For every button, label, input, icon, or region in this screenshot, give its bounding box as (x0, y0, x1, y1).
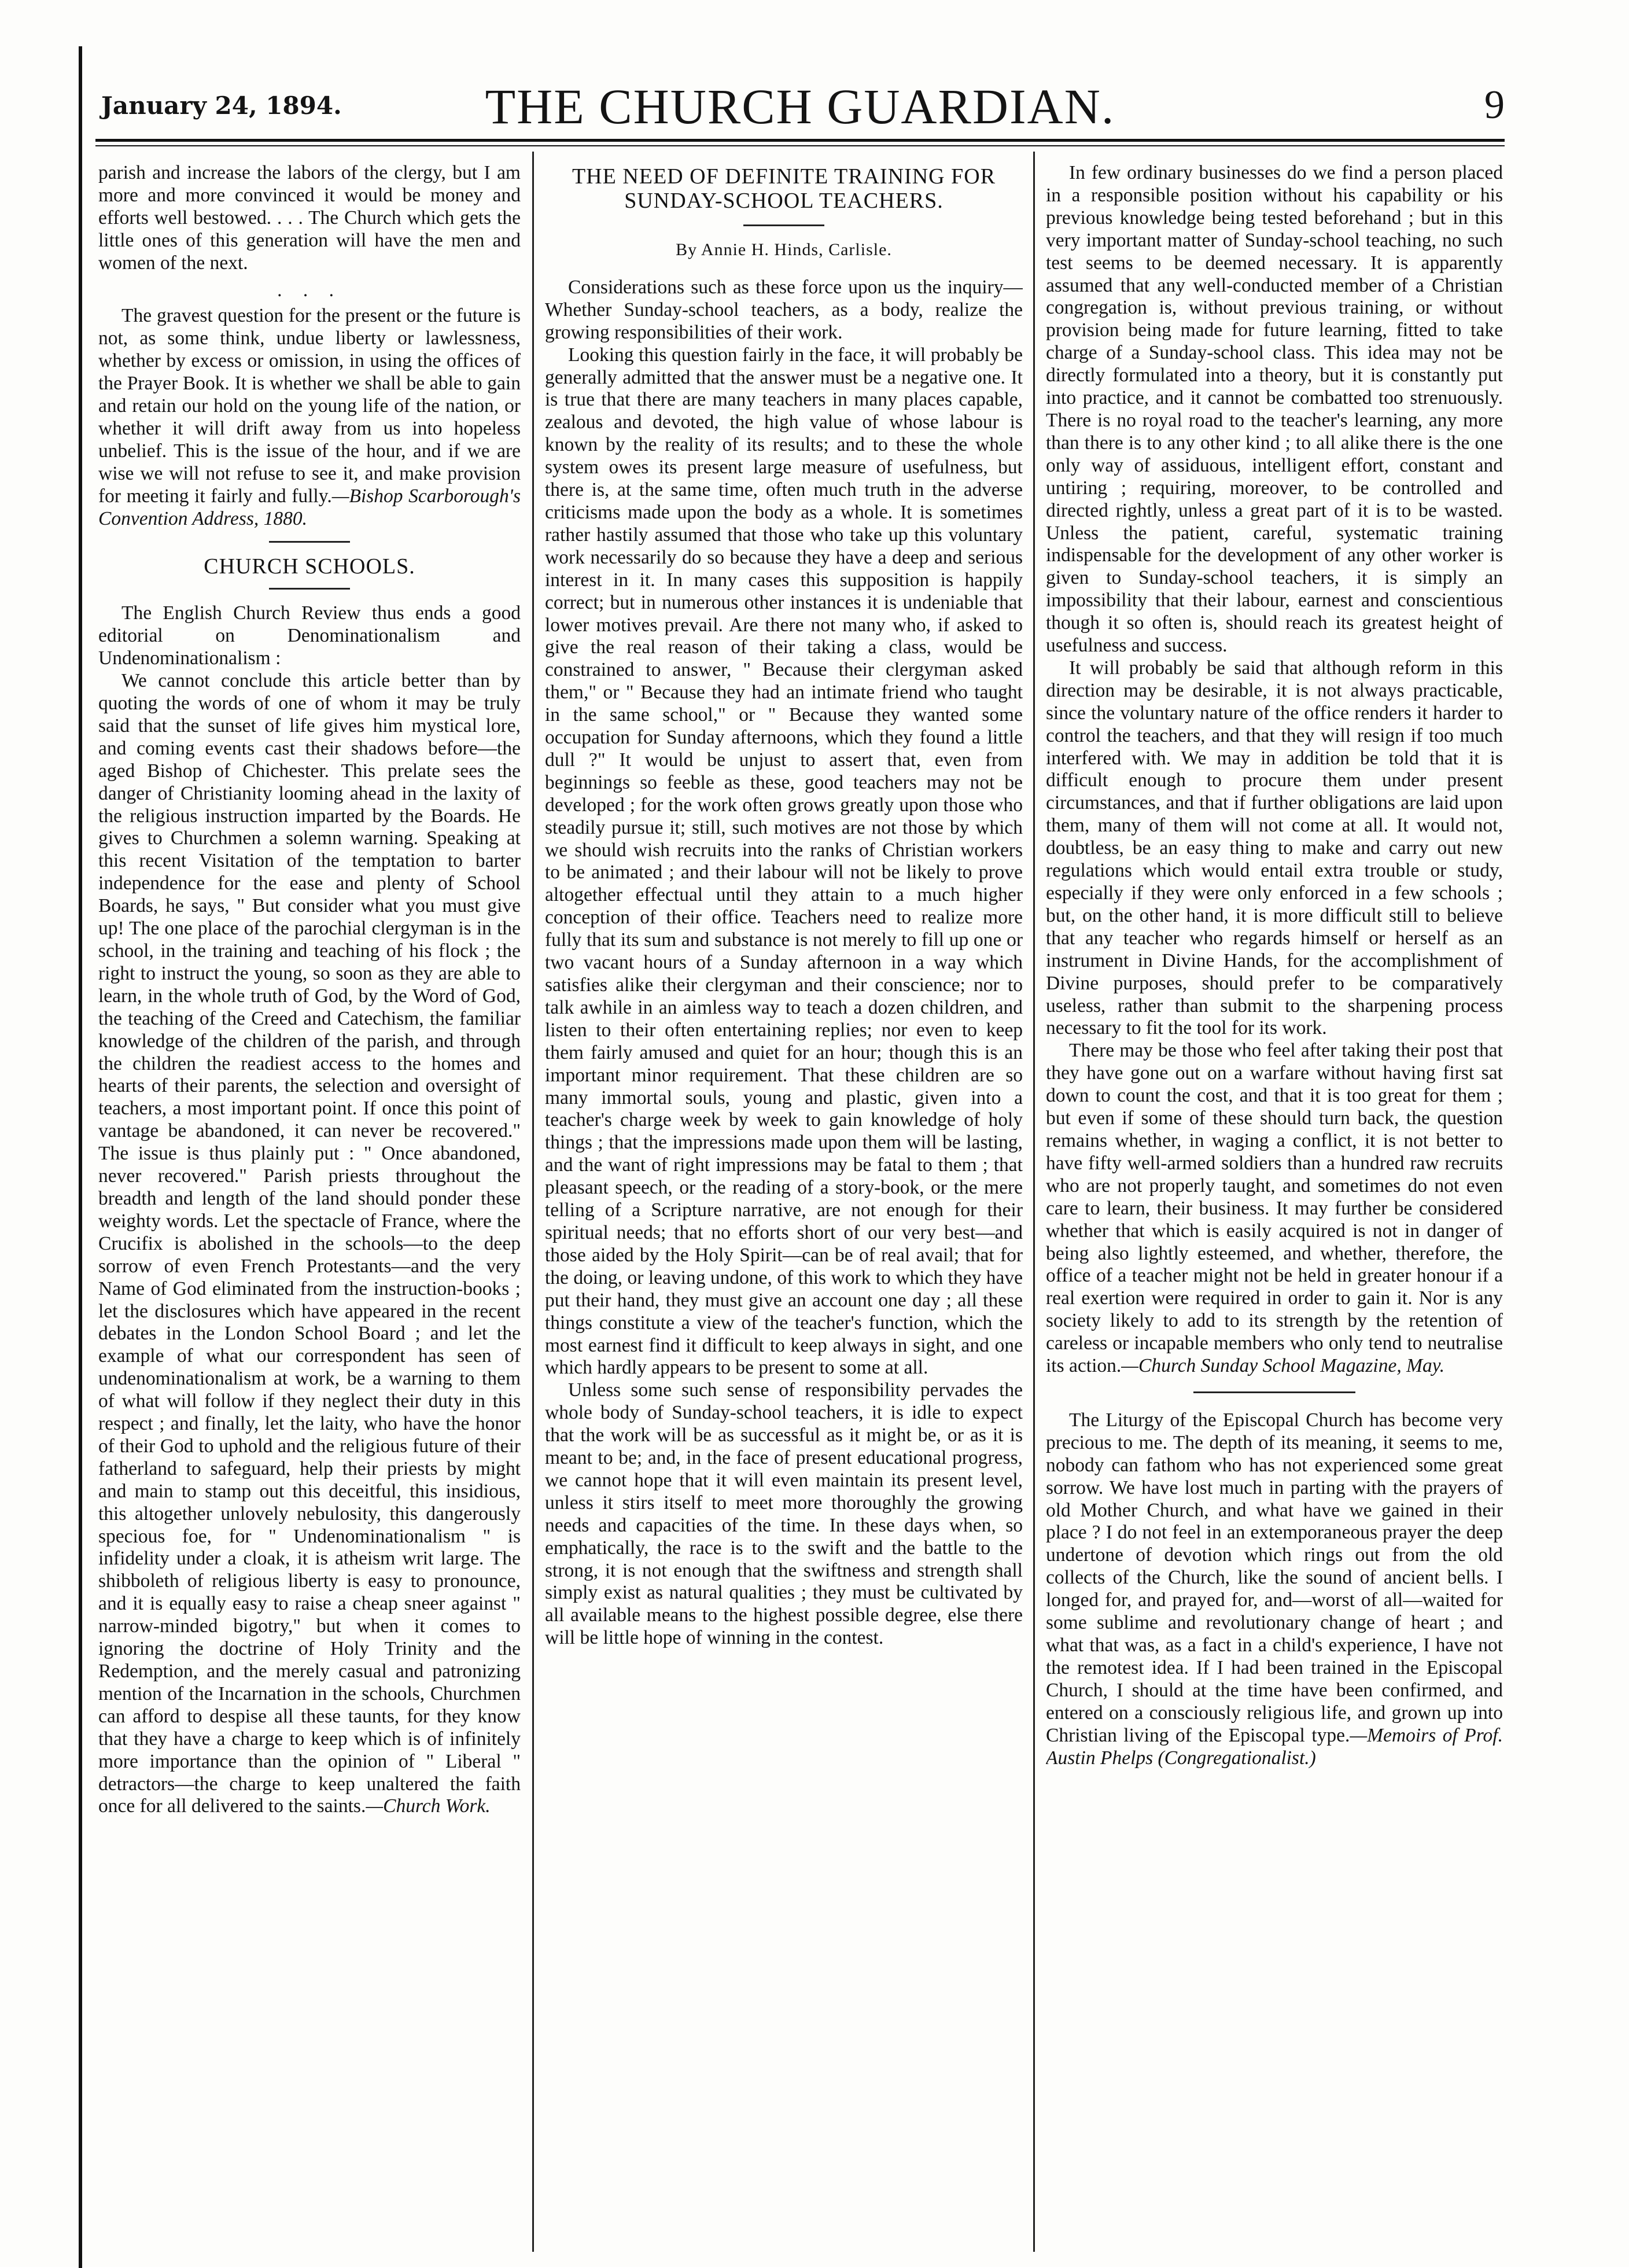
paragraph: There may be those who feel after taking their post that they have gone out on a warfare without having first sat down to count the cost, and that it is too great for them ; but even if some of these should turn back, the question remains whether, in waging a conflict, it is not better to have fifty well-armed soldiers than a hundred raw recruits who are not properly taught, and sometimes do not even care to learn, their business. It may further be considered whether that which is easily acquired is not in danger of being also lightly esteemed, and whether, therefore, the office of a teacher might not be held in greater honour if a real exertion were required in order to gain it. Nor is any society likely to add to its strength by the retention of careless or incapable members who only tend to neutralise its action.—Church Sunday School Magazine, May. (1046, 1040, 1503, 1377)
page-number: 9 (1484, 83, 1505, 127)
header-rule (95, 139, 1505, 146)
divider (269, 541, 350, 543)
paragraph: Considerations such as these force upon us the inquiry—Whether Sunday-school teachers, as a body, realize the growing responsibilities of their work. (545, 276, 1023, 343)
divider (1193, 1391, 1355, 1393)
paragraph: The English Church Review thus ends a good editorial on Denominationalism and Undenominationalism : (98, 602, 521, 669)
masthead-title: THE CHURCH GUARDIAN. (485, 79, 1115, 134)
article-title: THE NEED OF DEFINITE TRAINING FOR SUNDAY-SCHOOL TEACHERS. (572, 164, 996, 213)
attribution: —Church Work. (366, 1795, 491, 1817)
left-margin-rule (79, 46, 82, 2268)
paragraph: We cannot conclude this article better than by quoting the words of one of whom it may be truly said that the sunset of life gives him mystical lore, and coming events cast their shadows before—the aged Bishop of Chichester. This prelate sees the danger of Christianity looming ahead in the laxity of the religious instruction imparted by the Boards. He gives to Churchmen a solemn warning. Speaking at this recent Visitation of the temptation to barter independence for the ease and plenty of School Boards, he says, " But consider what you must give up! The one place of the parochial clergyman is in the school, in the training and teaching of his flock ; the right to instruct the young, so soon as they are able to learn, in the whole truth of God, by the Word of God, the teaching of the Creed and Catechism, the familiar knowledge of the children of the parish, and through the children the readiest access to the homes and hearts of their parents, the selection and oversight of teachers, a most important point. If once this point of vantage be abandoned, it can never be recovered." The issue is thus plainly put : " Once abandoned, never recovered." Parish priests throughout the breadth and length of the land should ponder these weighty words. Let the spectacle of France, where the Crucifix is abolished in the schools—to the deep sorrow of even French Protestants—and the very Name of God eliminated from the instruction-books ; let the disclosures which have appeared in the recent debates in the London School Board ; and let the example of what our correspondent has seen of undenominationalism at work, be a warning to them of what will follow if they neglect their duty in this respect ; and finally, let the laity, who have the honor of their God to uphold and the religious future of their fatherland to safeguard, help their priests by might and main to stamp out this deceitful, this insidious, this altogether unlovely nebulosity, this dangerously specious foe, for " Undenominationalism " is infidelity under a cloak, it is atheism writ large. The shibboleth of religious liberty is easy to pronounce, and it is equally easy to raise a cheap sneer against " narrow-minded bigotry," but when it comes to ignoring the doctrine of Holy Trinity and the Redemption, and the merely casual and patronizing mention of the Incarnation in the schools, Churchmen can afford to despise all these taunts, for they know that they have a charge to keep which is of infinitely more importance than the opinion of " Liberal " detractors—the charge to keep unaltered the faith once for all delivered to the saints.—Church Work. (98, 670, 521, 1817)
attribution: —Bishop Scarborough's Convention Address, 1880. (98, 485, 521, 529)
paragraph: In few ordinary businesses do we find a person placed in a responsible position without his capability or his previous knowledge being tested beforehand ; but in this very important matter of Sunday-school teaching, no such test seems to be deemed necessary. It is apparently assumed that any well-conducted member of a Christian congregation is, without previous training, or without provision being made for future learning, fitted to take charge of a Sunday-school class. This idea may not be directly formulated into a theory, but it is constantly put into practice, and it cannot be combatted too strenuously. There is no royal road to the teacher's learning, any more than there is to any other kind ; to all alike there is the one only way of assiduous, intelligent effort, constant and untiring ; requiring, moreover, to be controlled and directed rightly, unless a great part of it is to be wasted. Unless the patient, careful, systematic training indispensable for the development of any other worker is given to Sunday-school teachers, it is simply an impossibility that their labour, earnest and conscientious though it so often is, should reach its greatest height of usefulness and success. (1046, 162, 1503, 657)
column-rule-1 (532, 152, 534, 2252)
divider (743, 224, 824, 226)
paragraph: The gravest question for the present or the future is not, as some think, undue liberty or lawlessness, whether by excess or omission, in using the offices of the Prayer Book. It is whether we shall be able to gain and retain our hold on the young life of the nation, or whether it will drift away from us into hopeless unbelief. This is the issue of the hour, and if we are wise we will not refuse to see it, and make provision for meeting it fairly and fully.—Bishop Scarborough's Convention Address, 1880. (98, 305, 521, 529)
section-heading: CHURCH SCHOOLS. (204, 554, 415, 579)
paragraph: Unless some such sense of responsibility pervades the whole body of Sunday-school teachers, it is idle to expect that the work will be as successful as it might be, or as it is meant to be; and, in the face of present educational progress, we cannot hope that it will even maintain its present level, unless it stirs itself to meet more thoroughly the growing needs and capacities of the time. In these days when, so emphatically, the race is to the swift and the battle to the strong, it is not enough that the swiftness and strength shall simply exist as natural qualities ; they must be cultivated by all available means to the highest possible degree, else there will be little hope of winning in the contest. (545, 1379, 1023, 1649)
article-byline: By Annie H. Hinds, Carlisle. (676, 240, 892, 259)
paragraph: parish and increase the labors of the clergy, but I am more and more convinced it would be money and efforts well bestowed. . . . The Church which gets the little ones of this generation will have the men and women of the next. (98, 162, 521, 274)
paragraph: It will probably be said that although reform in this direction may be desirable, it is not always practicable, since the voluntary nature of the office renders it harder to control the teachers, and that they will resign if too much interfered with. We may in addition be told that it is difficult enough to procure them under present circumstances, and that if further obligations are laid upon them, many of them will not come at all. It would not, doubtless, be an easy thing to make and carry out new regulations which would entail extra trouble or study, especially if they were only enforced in a few schools ; but, on the other hand, it is more difficult still to believe that any teacher who regards himself or herself as an instrument in Divine Hands, for the accomplishment of Divine purposes, should prefer to be comparatively useless, rather than submit to the sharpening process necessary to fit the tool for its work. (1046, 657, 1503, 1039)
ellipsis-separator: . . . (277, 279, 342, 301)
column-middle (545, 162, 1023, 2256)
column-left (98, 162, 521, 2256)
attribution: —Church Sunday School Magazine, May. (1121, 1355, 1445, 1377)
paragraph: Looking this question fairly in the face, it will probably be generally admitted that the answer must be a negative one. It is true that there are many teachers in many places capable, zealous and devoted, the high value of whose labour is known by the reality of its results; and to these the whole system owes its present large measure of usefulness, but there is, at the same time, often much truth in the adverse criticisms made upon the body as a whole. It is sometimes rather hastily assumed that those who take up this voluntary work necessarily do so because they have a deep and serious interest in it. In many cases this supposition is happily correct; but in numerous other instances it is undeniable that lower motives prevail. Are there not many who, if asked to give the real reason of their taking a class, would be constrained to answer, " Because their clergyman asked them," or " Because they had an intimate friend who taught in the same school," or " Because they wanted some occupation for Sunday afternoons, which they found a little dull ?" It would be unjust to assert that, even from beginnings so feeble as these, good teachers may not be developed ; for the work often grows greatly upon those who steadily pursue it; still, such motives are not those by which we should wish recruits into the ranks of Christian workers to be animated ; and their labour will not be likely to prove altogether effectual until they attain to a much higher conception of their office. Teachers need to realize more fully that its sum and substance is not merely to fill up one or two vacant hours of a Sunday afternoon in a way which satisfies alike their clergyman and their conscience; nor to talk awhile in an aimless way to teach a dozen children, and listen to their often entertaining replies; nor even to keep them fairly amused and quiet for an hour; though this is an important minor requirement. That these children are so many immortal souls, young and plastic, given into a teacher's charge week by week to gain knowledge of holy things ; that the impressions made upon them will be lasting, and the want of right impressions may be fatal to them ; that pleasant speech, or the reading of a story-book, or the mere telling of a Scripture narrative, are not enough for their spiritual needs; that no efforts short of our very best—and those aided by the Holy Spirit—can be of real avail; that for the doing, or leaving undone, of this work to which they have put their hand, they must give an account one day ; all these things constitute a view of the teacher's function, which the most earnest find it difficult to keep always in sight, and one which hardly appears to be present to some at all. (545, 344, 1023, 1379)
page-header (95, 69, 1505, 133)
attribution: —Memoirs of Prof. Austin Phelps (Congregationalist.) (1046, 1724, 1503, 1769)
divider (269, 588, 350, 590)
column-right (1046, 162, 1503, 2256)
issue-date: January 24, 1894. (101, 91, 342, 120)
paragraph: The Liturgy of the Episcopal Church has become very precious to me. The depth of its meaning, it seems to me, nobody can fathom who has not experienced some great sorrow. We have lost much in parting with the prayers of old Mother Church, and what have we gained in their place ? I do not feel in an extemporaneous prayer the deep undertone of devotion which rings out from the old collects of the Church, like the sound of ancient bells. I longed for, and prayed for, and—worst of all—waited for some sublime and revolutionary change of heart ; and what that was, as a fact in a child's experience, I have not the remotest idea. If I had been trained in the Episcopal Church, I should at the time have been confirmed, and entered on a consciously religious life, and grown up into Christian living of the Episcopal type.—Memoirs of Prof. Austin Phelps (Congregationalist.) (1046, 1409, 1503, 1769)
column-rule-2 (1033, 152, 1035, 2252)
